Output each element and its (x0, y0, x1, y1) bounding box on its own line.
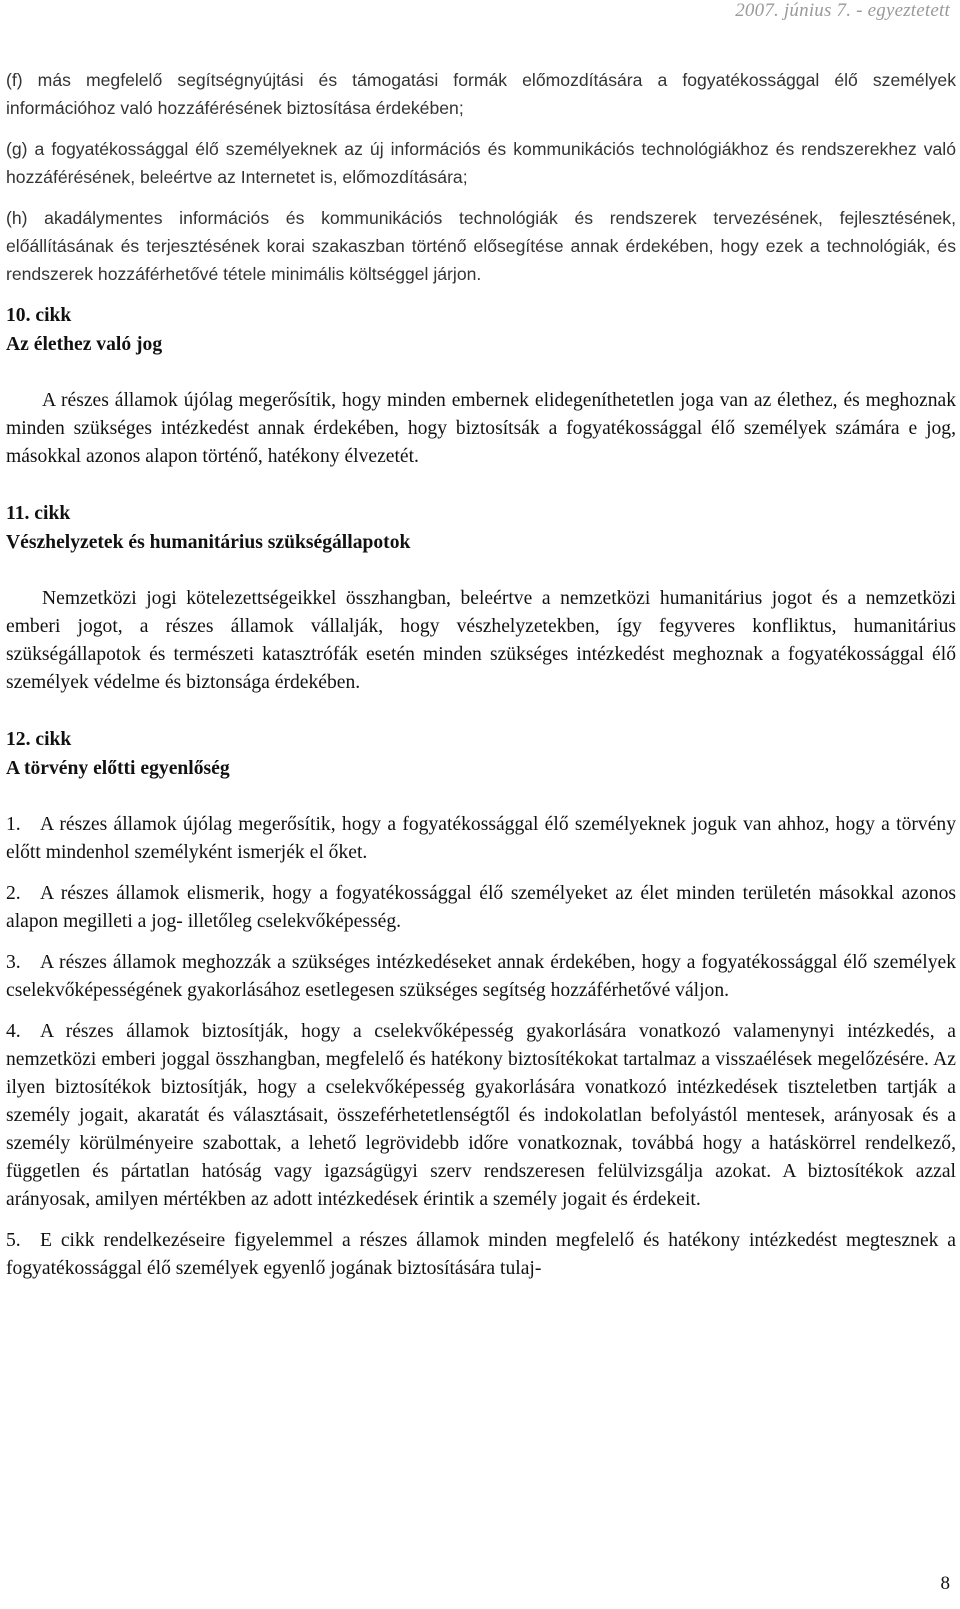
paragraph-number: 3. (6, 952, 21, 973)
paragraph-text: E cikk rendelkezéseire figyelemmel a részes államok minden megfelelő és hatékony intézkedést megtesznek a fogyatékossággal élő személyek egyenlő jogának biztosítására tulaj- (6, 1230, 956, 1279)
article-12-paragraph-5 (6, 1227, 956, 1283)
paragraph-text: A részes államok meghozzák a szükséges intézkedéseket annak érdekében, hogy a fogyatékossággal élő személyek cselekvőképességének gyakorlásához esetlegesen szükséges segítség hozzáférhetővé váljon. (6, 952, 956, 1001)
article-12-paragraph-2 (6, 880, 956, 936)
paragraph-text: A részes államok újólag megerősítik, hogy a fogyatékossággal élő személyeknek joguk van ahhoz, hogy a törvény előtt mindenhol személyként ismerjék el őket. (6, 814, 956, 863)
article-12-paragraph-1 (6, 811, 956, 867)
article-12-number: 12. cikk (6, 729, 72, 750)
article-10-title: Az élethez való jog (6, 334, 163, 355)
article-12-paragraph-3 (6, 949, 956, 1005)
paragraph-number: 4. (6, 1021, 21, 1042)
article-10-text: A részes államok újólag megerősítik, hogy minden embernek elidegeníthetetlen joga van az élethez, és meghoznak minden szükséges intézkedést annak érdekében, hogy biztosítsák a fogyatékossággal élő személyek számára e jog, másokkal azonos alapon történő, hatékony élvezetét. (6, 390, 956, 467)
paragraph-text: A részes államok elismerik, hogy a fogyatékossággal élő személyeket az élet minden területén másokkal azonos alapon megilleti a jog- illetőleg cselekvőképesség. (6, 883, 956, 932)
article-11-text: Nemzetközi jogi kötelezettségeikkel összhangban, beleértve a nemzetközi humanitárius jogot és a nemzetközi emberi jogot, a részes államok vállalják, hogy vészhelyzetekben, így fegyveres konfliktus, humanitárius szükségállapotok és természeti katasztrófák esetén minden szükséges intézkedést meghoznak a fogyatékossággal élő személyek védelme és biztonsága érdekében. (6, 588, 956, 693)
paragraph-number: 2. (6, 883, 21, 904)
document-date-header: 2007. június 7. - egyeztetett (735, 0, 950, 21)
paragraph-text: A részes államok biztosítják, hogy a cselekvőképesség gyakorlására vonatkozó valamenynyi intézkedés, a nemzetközi emberi joggal összhangban, megfelelő és hatékony biztosítékokat tartalmaz a visszaélések megelőzésére. Az ilyen biztosítékok biztosítják, hogy a cselekvőképesség gyakorlására vonatkozó intézkedések tiszteletben tartják a személy jogait, akaratát és választásait, összeférhetetlenségtől és indokolatlan befolyástól mentesek, arányosak és a személy körülményeire szabottak, a lehető legrövidebb időre vonatkoznak, továbbá hogy a hatáskörrel rendelkező, független és pártatlan hatóság vagy igazságügyi szerv rendszeresen felülvizsgálja azokat. A biztosítékok azzal arányosak, amilyen mértékben az adott intézkedések érintik a személy jogait és érdekeit. (6, 1021, 956, 1210)
list-item-g: (g) a fogyatékossággal élő személyeknek az új információs és kommunikációs technológiákhoz és rendszerekhez való hozzáférésének, beleértve az Internetet is, előmozdítására; (6, 139, 956, 187)
article-10-number: 10. cikk (6, 305, 72, 326)
list-item-f: (f) más megfelelő segítségnyújtási és támogatási formák előmozdítására a fogyatékossággal élő személyek információhoz való hozzáférésének biztosítása érdekében; (6, 70, 956, 118)
list-item-h: (h) akadálymentes információs és kommunikációs technológiák és rendszerek tervezésének, fejlesztésének, előállításának és terjesztésének korai szakaszban történő elősegítése annak érdekében, hogy ezek a technológiák, és rendszerek hozzáférhetővé tétele minimális költséggel járjon. (6, 208, 956, 284)
document-body (6, 66, 956, 1283)
paragraph-number: 5. (6, 1230, 21, 1251)
page-number: 8 (940, 1573, 950, 1594)
article-10 (6, 301, 956, 471)
article-12-paragraph-4 (6, 1018, 956, 1214)
article-12-title: A törvény előtti egyenlőség (6, 758, 230, 779)
article-12 (6, 725, 956, 1283)
paragraph-number: 1. (6, 814, 21, 835)
article-11 (6, 499, 956, 697)
article-11-title: Vészhelyzetek és humanitárius szükségállapotok (6, 532, 411, 553)
article-11-number: 11. cikk (6, 503, 71, 524)
